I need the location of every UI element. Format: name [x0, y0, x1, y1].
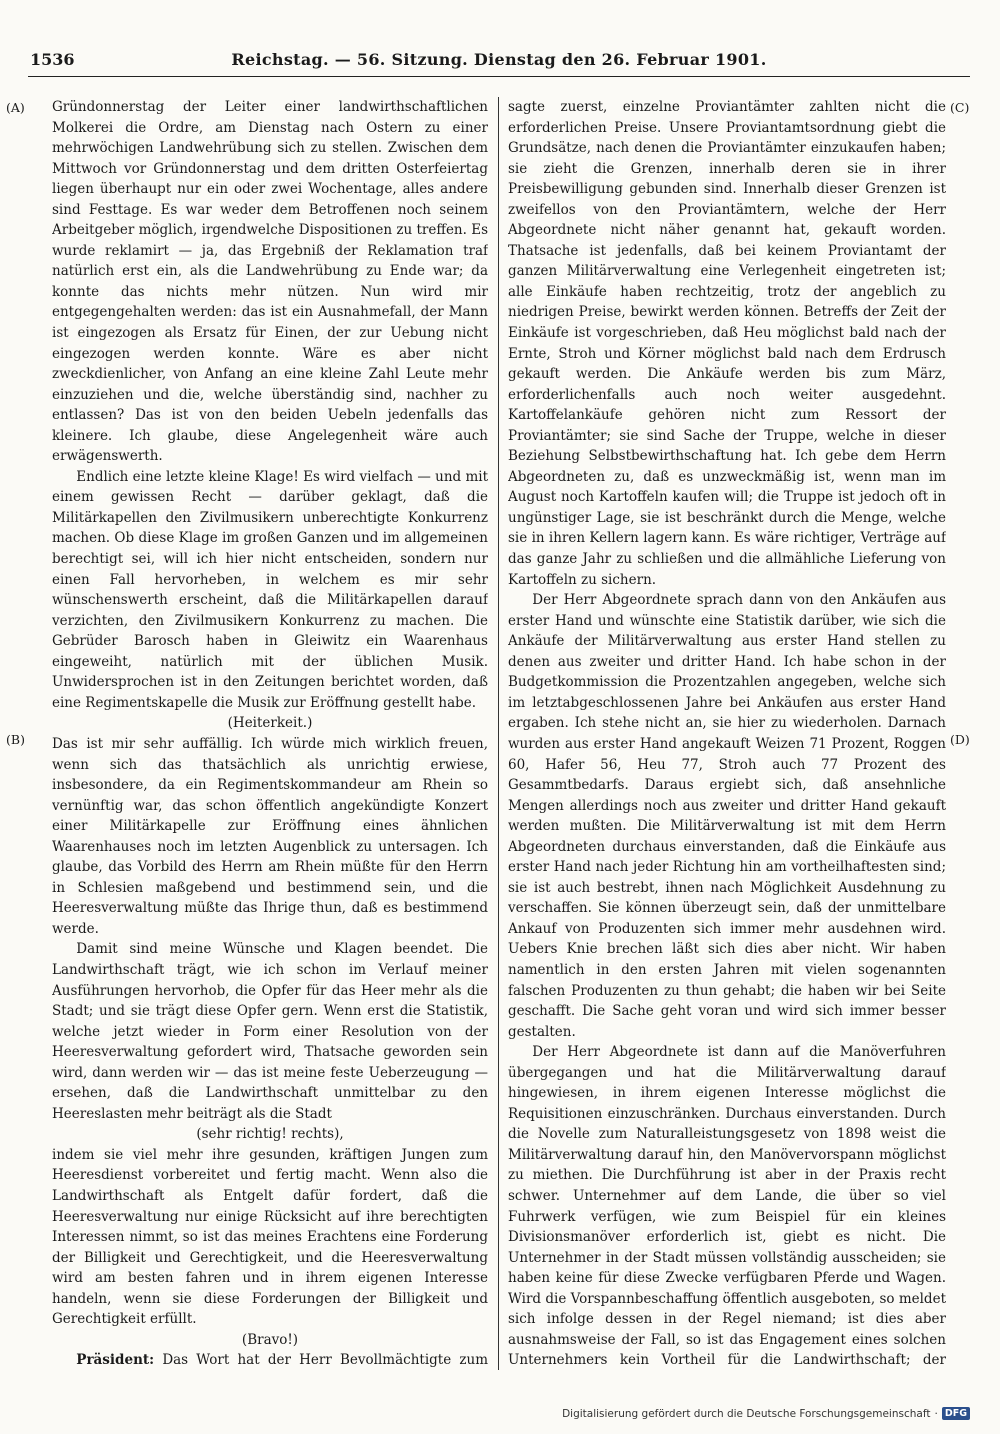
- paragraph: Der Herr Abgeordnete sprach dann von den Ankäufen aus erster Hand und wünschte eine Statistik darüber, wie sich die Ankäufe der Militärverwaltung aus erster Hand stellen zu denen aus zweiter und dritter Hand. Ich habe schon in der Budgetkommission die Prozentzahlen angegeben, welche sich im letztabgeschlossenen Jahre bei Ankäufen aus erster Hand ergaben. Ich stehe nicht an, sie hier zu wiederholen. Darnach wurden aus erster Hand angekauft Weizen 71 Prozent, Roggen 60, Hafer 56, Heu 77, Stroh auch 77 Prozent des Gesammtbedarfs. Daraus ergiebt sich, daß ansehnliche Mengen allerdings noch aus zweiter und dritter Hand gekauft werden mußten. Die Militärverwaltung ist mit dem Herrn Abgeordneten durchaus einverstanden, daß die Einkäufe aus erster Hand nach jeder Richtung hin am vortheilhaftesten sind; sie ist auch bestrebt, ihnen nach Möglichkeit Ausdehnung zu verschaffen. Sie können überzeugt sein, daß der unmittelbare Ankauf von Produzenten sich immer mehr ausdehnen wird. Uebers Knie brechen läßt sich dies aber nicht. Wir haben namentlich in den ersten Jahren mit vielen sogenannten falschen Produzenten zu thun gehabt; die haben wir bei Seite geschafft. Die Sache geht voran und wird sich immer besser gestalten.: [508, 592, 946, 1040]
- margin-marker-c: (C): [950, 100, 970, 115]
- margin-marker-a: (A): [6, 100, 25, 115]
- interjection: (Heiterkeit.): [227, 715, 313, 732]
- speaker-name: Präsident:: [76, 1352, 155, 1369]
- interjection: (sehr richtig! rechts),: [196, 1126, 344, 1143]
- paragraph: sagte zuerst, einzelne Proviantämter zahlten nicht die erforderlichen Preise. Unsere Proviantamtsordnung giebt die Grundsätze, nach denen die Proviantämter einzukaufen haben; sie zieht die Grenzen, innerhalb deren sie in ihrer Preisbewilligung gebunden sind. Innerhalb dieser Grenzen ist zweifellos von den Proviantämtern, welche der Herr Abgeordnete nicht näher genannt hat, gekauft worden. Thatsache ist jedenfalls, daß bei keinem Proviantamt der ganzen Militärverwaltung eine Verlegenheit eingetreten ist; alle Einkäufe haben rechtzeitig, trotz der angeblich zu niedrigen Preise, bewirkt werden können. Betreffs der Zeit der Einkäufe ist vorgeschrieben, daß Heu möglichst bald nach der Ernte, Stroh und Körner möglichst bald nach dem Erdrusch gekauft werden. Die Ankäufe werden bis zum März, erforderlichenfalls auch noch weiter ausgedehnt. Kartoffelankäufe gehören nicht zum Ressort der Proviantämter; sie sind Sache der Truppe, welche in dieser Beziehung Selbstbewirthschaftung hat. Ich gebe dem Herrn Abgeordneten zu, daß es unzweckmäßig ist, wenn man im August noch Kartoffeln kaufen will; die Truppe ist jedoch oft in ungünstiger Lage, sie ist beschränkt durch die Menge, welche sie in ihren Kellern lagern kann. Es wäre richtiger, Verträge auf das ganze Jahr zu schließen und die allmähliche Lieferung von Kartoffeln zu sichern.: [508, 99, 946, 588]
- page-header: [28, 48, 970, 77]
- president-paragraph: [52, 1350, 488, 1370]
- margin-marker-d: (D): [950, 732, 970, 747]
- paragraph: Damit sind meine Wünsche und Klagen beendet. Die Landwirthschaft trägt, wie ich schon im Verlauf meiner Ausführungen hervorhob, die Opfer für das Heer mehr als die Stadt; und sie trägt diese Opfer gern. Wenn erst die Statistik, welche jetzt wieder in Form einer Resolution von der Heeresverwaltung gefordert wird, Thatsache geworden sein wird, dann werden wir — das ist meine feste Ueberzeugung — ersehen, daß die Landwirthschaft unmittelbar zu den Heereslasten mehr beiträgt als die Stadt: [52, 941, 488, 1122]
- paragraph: Gründonnerstag der Leiter einer landwirthschaftlichen Molkerei die Ordre, am Dienstag nach Ostern zu einer mehrwöchigen Landwehrübung sich zu stellen. Zwischen dem Mittwoch vor Gründonnerstag und dem dritten Osterfeiertag liegen überhaupt nur ein oder zwei Wochentage, alles andere sind Festtage. Es war weder dem Betroffenen noch seinem Arbeitgeber möglich, irgendwelche Dispositionen zu treffen. Es wurde reklamirt — ja, das Ergebniß der Reklamation traf natürlich erst ein, als die Landwehrübung zu Ende war; da konnte das nichts mehr nützen. Nun wird mir entgegengehalten werden: das ist ein Ausnahmefall, der Mann ist eingezogen als Ersatz für Einen, der zur Uebung nicht eingezogen werden konnte. Wäre es aber nicht zweckdienlicher, von Anfang an eine kleine Zahl Leute mehr einzuziehen und die, welche überständig sind, nachher zu entlassen? Das ist von den beiden Uebeln jedenfalls das kleinere. Ich glaube, diese Angelegenheit wäre auch erwägenswerth.: [52, 99, 488, 465]
- running-title: Reichstag. — 56. Sitzung. Dienstag den 26. Februar 1901.: [231, 50, 767, 69]
- left-column: [52, 97, 488, 1370]
- paragraph: Endlich eine letzte kleine Klage! Es wird vielfach — und mit einem gewissen Recht — darüber geklagt, daß die Militärkapellen den Zivilmusikern unberechtigte Konkurrenz machen. Ob diese Klage im großen Ganzen und im allgemeinen berechtigt sei, will ich hier nicht entscheiden, sondern nur einen Fall hervorheben, in welchem es mir sehr wünschenswerth erscheint, daß die Militärkapellen darauf verzichten, den Zivilmusikern Konkurrenz zu machen. Die Gebrüder Barosch haben in Gleiwitz ein Waarenhaus eingeweiht, natürlich mit der üblichen Musik. Unwidersprochen ist in den Zeitungen berichtet worden, daß eine Regimentskapelle die Musik zur Eröffnung gestellt habe.: [52, 468, 488, 711]
- paragraph: Der Herr Abgeordnete ist dann auf die Manöverfuhren übergegangen und hat die Militärverwaltung darauf hingewiesen, in ihrem eigenen Interesse möglichst die Requisitionen einzuschränken. Durchaus einverstanden. Durch die Novelle zum Naturalleistungsgesetz von 1898 weist die Militärverwaltung darauf hin, den Manövervorspann möglichst zu miethen. Die Durchführung ist aber in der Praxis recht schwer. Unternehmer auf dem Lande, die über so viel Fuhrwerk verfügen, wie zum Beispiel für ein kleines Divisionsmanöver erforderlich ist, giebt es nicht. Die Unternehmer in der Stadt müssen vollständig ausscheiden; sie haben keine für diese Zwecke verfügbaren Pferde und Wagen. Wird die Vorspannbeschaffung öffentlich ausgeboten, so meldet sich infolge dessen in der Regel niemand; ist dies aber ausnahmsweise der Fall, so ist das Engagement eines solchen Unternehmers kein Vortheil für die Landwirthschaft; der: [508, 1044, 946, 1369]
- dfg-logo: DFG: [942, 1407, 970, 1420]
- page-number: 1536: [30, 50, 75, 69]
- paragraph: Das ist mir sehr auffällig. Ich würde mich wirklich freuen, wenn sich das thatsächlich als unrichtig erwiese, insbesondere, da ein Regimentskommandeur am Rhein so vernünftig war, das schon öffentlich angekündigte Konzert einer Militärkapelle zur Eröffnung eines ähnlichen Waarenhauses noch im letzten Augenblick zu untersagen. Ich glaube, das Vorbild des Herrn am Rhein müßte für den Herrn in Schlesien maßgebend und bestimmend sein, und die Heeresverwaltung müßte das Ihrige thun, daß es bestimmend werde.: [52, 735, 488, 937]
- dfg-logo-icon: ·: [934, 1407, 938, 1420]
- interjection: (Bravo!): [241, 1331, 299, 1348]
- margin-marker-b: (B): [6, 732, 25, 747]
- footer: [562, 1407, 970, 1420]
- footer-credit: Digitalisierung gefördert durch die Deutsche Forschungsgemeinschaft: [562, 1407, 931, 1420]
- column-divider: [498, 97, 499, 1370]
- speech-text: Das Wort hat der Herr Bevollmächtigte zum: [162, 1352, 488, 1369]
- right-column: [508, 97, 946, 1370]
- paragraph: indem sie viel mehr ihre gesunden, kräftigen Jungen zum Heeresdienst vorbereitet und fertig macht. Wenn also die Landwirthschaft als Entgelt dafür fordert, daß die Heeresverwaltung nur einige Rücksicht auf ihre berechtigten Interessen nimmt, so ist das meines Erachtens eine Forderung der Billigkeit und Gerechtigkeit, und die Heeresverwaltung wird am besten fahren und in ihrem eigenen Interesse handeln, wenn sie diese Forderungen der Billigkeit und Gerechtigkeit erfüllt.: [52, 1146, 488, 1328]
